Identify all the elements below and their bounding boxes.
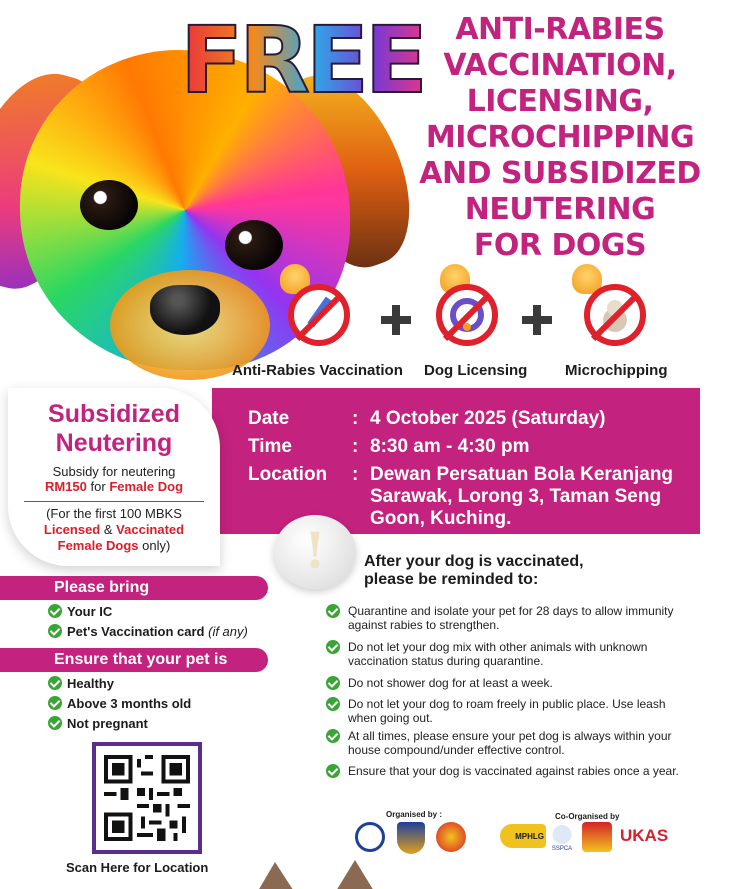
card-for-text: for (90, 479, 106, 494)
time-label: Time (248, 436, 293, 457)
date-colon: : (352, 408, 359, 429)
card-note-licensed: Licensed (43, 522, 101, 537)
location-value: Dewan Persatuan Bola Keranjang Sarawak, Lorong 3, Taman Seng Goon, Kuching. (370, 464, 674, 529)
puppy-nose (150, 285, 220, 335)
ensure-item (48, 676, 114, 691)
event-info-band (212, 388, 700, 534)
card-note-amp: & (103, 522, 113, 537)
qr-caption: Scan Here for Location (66, 860, 209, 875)
co-organised-by-label: Co-Organised by (555, 812, 620, 821)
exclamation-bubble-icon (274, 515, 356, 589)
card-divider (24, 501, 204, 502)
reminders-title (364, 553, 584, 589)
free-word: FREE (180, 7, 424, 110)
check-icon (326, 729, 340, 743)
card-note-female: Female Dogs (57, 538, 139, 553)
time-colon: : (352, 436, 359, 457)
check-icon (326, 604, 340, 618)
subsidized-neutering-card (8, 388, 220, 566)
reminder-item (326, 676, 686, 690)
bring-item-text: Pet's Vaccination card (67, 624, 205, 639)
puppy-right-eye (225, 220, 283, 270)
sspca-logo: SSPCA (550, 824, 574, 854)
ukas-logo: UKAS (620, 826, 669, 845)
qr-code[interactable] (92, 742, 202, 854)
ensure-item-text: Healthy (67, 676, 114, 691)
organised-by-label: Organised by : (386, 810, 443, 819)
headline-line: NEUTERING (464, 192, 656, 227)
headline-line: FOR DOGS (473, 228, 647, 263)
reminder-item (326, 640, 686, 668)
card-note-vaccinated: Vaccinated (116, 522, 185, 537)
headline-line: VACCINATION, (443, 48, 677, 83)
organiser-crest-icon (397, 822, 425, 854)
bring-item-note: (if any) (208, 624, 248, 639)
check-icon (48, 696, 62, 710)
reminder-text: Ensure that your dog is vaccinated against rabies once a year. (348, 764, 679, 778)
headline-line: ANTI-RABIES (455, 12, 665, 47)
mphlg-logo: MPHLG (500, 824, 546, 848)
service-label-licensing: Dog Licensing (424, 362, 528, 379)
please-bring-heading: Please bring (0, 576, 268, 600)
reminder-text: At all times, please ensure your pet dog is always within your house compound/under effective control. (348, 729, 672, 757)
government-crest-icon (582, 822, 612, 852)
qr-code-pattern (104, 754, 190, 842)
card-note (8, 506, 220, 554)
check-icon (326, 697, 340, 711)
organiser-logo-icon (355, 822, 385, 852)
headline-line: MICROCHIPPING (425, 120, 695, 155)
reminder-text: Do not shower dog for at least a week. (348, 676, 553, 690)
headline-line: AND SUBSIDIZED (419, 156, 701, 191)
check-icon (48, 624, 62, 638)
check-icon (326, 764, 340, 778)
check-icon (48, 716, 62, 730)
plus-icon (381, 305, 411, 335)
ensure-item (48, 716, 148, 731)
card-subsidy-text: Subsidy for neutering (52, 464, 176, 479)
bring-item (48, 604, 112, 619)
free-word-art (180, 6, 425, 110)
reminder-text: Do not let your dog to roam freely in public place. Use leash when going out. (348, 697, 666, 725)
check-icon (48, 676, 62, 690)
ensure-item-text: Above 3 months old (67, 696, 192, 711)
syringe-icon (288, 284, 350, 346)
ensure-item-text: Not pregnant (67, 716, 148, 731)
check-icon (326, 676, 340, 690)
card-title-line2: Neutering (55, 429, 173, 457)
bring-item (48, 624, 248, 639)
reminder-text: Quarantine and isolate your pet for 28 days to allow immunity against rabies to strengthen. (348, 604, 674, 632)
free-graphic (180, 6, 425, 110)
card-amount: RM150 (44, 479, 87, 494)
headline-line: LICENSING, (466, 84, 654, 119)
reminder-item (326, 764, 686, 778)
card-note-close: only) (142, 538, 171, 553)
service-label-vaccination: Anti-Rabies Vaccination (232, 362, 403, 379)
check-icon (326, 640, 340, 654)
reminders-title-line1: After your dog is vaccinated, (364, 553, 584, 570)
card-subsidy-amount-line (8, 479, 220, 494)
check-icon (48, 604, 62, 618)
microchip-dog-icon (584, 284, 646, 346)
date-value: 4 October 2025 (Saturday) (370, 408, 606, 429)
reminder-item (326, 697, 686, 725)
headline (410, 12, 710, 264)
location-label: Location (248, 464, 328, 485)
puppy-left-eye (80, 180, 138, 230)
card-female-dog: Female Dog (109, 479, 184, 494)
cat-ears-graphic (245, 856, 385, 889)
time-value: 8:30 am - 4:30 pm (370, 436, 530, 457)
date-label: Date (248, 408, 290, 429)
reminders-title-line2: please be reminded to: (364, 571, 539, 588)
plus-icon (522, 305, 552, 335)
card-title-line1: Subsidized (48, 400, 180, 428)
reminder-item (326, 604, 686, 632)
service-label-microchipping: Microchipping (565, 362, 668, 379)
reminder-item (326, 729, 686, 757)
ensure-heading: Ensure that your pet is (0, 648, 268, 672)
dog-collar-icon (436, 284, 498, 346)
location-colon: : (352, 464, 359, 485)
reminder-text: Do not let your dog mix with other animals with unknown vaccination status during quarantine. (348, 640, 648, 668)
organiser-emblem-icon (436, 822, 466, 852)
bring-item-text: Your IC (67, 604, 113, 619)
ensure-item (48, 696, 191, 711)
card-note-open: (For the first 100 MBKS (46, 506, 182, 521)
